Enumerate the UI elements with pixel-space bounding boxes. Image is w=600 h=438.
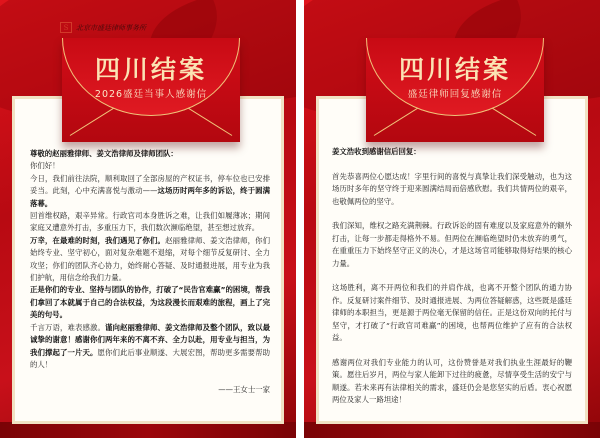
text-segment: 这场历时两年多的诉讼，终于圆满落幕。 bbox=[30, 186, 270, 208]
text-segment: 赵丽雅律师、姜文浩律师，你们始终专业、坚守初心，面对复杂难题不退缩，对每个细节反复研讨、全力攻坚；你们的团队齐心协力，始终耐心答疑、及时通报进展，用专业为我们护航，用信念给我们力量。 bbox=[30, 235, 270, 283]
left-letter-panel bbox=[0, 0, 296, 438]
client-letter-body bbox=[30, 148, 270, 396]
text-segment: 姜文浩收到感谢信后回复： bbox=[332, 147, 421, 156]
envelope-header bbox=[366, 38, 544, 142]
text-segment: 首先恭喜两位心愿达成！字里行间的喜悦与真挚让我们深受触动，也为这场历时多年的坚守终于迎来圆满结局而倍感欣慰。我们共情两位的艰辛，也敬佩两位的坚守。 bbox=[332, 171, 572, 206]
text-segment: 正是你们的专业、坚持与团队的协作，打破了“民告官难赢”的困境，帮我们拿回了本就属于自己的合法权益，为这段漫长而艰难的旅程，画上了完美的句号。 bbox=[30, 285, 270, 320]
logo-mark-icon: S bbox=[60, 22, 72, 33]
text-segment: 这场胜利，离不开两位和我们的并肩作战，也离不开整个团队的通力协作。反复研讨案件细节、及时通报进展、为两位答疑解惑，这些既是盛廷律师的本职担当，更是源于两位毫无保留的信任。正是这份双向的托付与坚守，才打破了“行政官司难赢”的困境，也帮两位维护了应有的合法权益。 bbox=[332, 283, 572, 343]
envelope-header bbox=[62, 38, 240, 142]
firm-logo bbox=[60, 22, 146, 33]
text-segment: 千言万语，难表感激。 bbox=[30, 322, 106, 332]
letter-paragraph bbox=[30, 284, 270, 321]
envelope-subtitle: 盛廷律师回复感谢信 bbox=[407, 89, 503, 100]
text-segment: 感谢两位对我们专业能力的认可，这份赞誉是对我们执业生涯最好的鞭策。愿往后岁月，两位与家人能卸下过往的疲惫，尽情享受生活的安宁与顺遂。若未来再有法律相关的需求，盛廷仍会是您坚实的后盾。衷心祝愿两位及家人一路坦途！ bbox=[332, 357, 572, 405]
text-segment: 尊敬的赵丽雅律师、姜文浩律师及律师团队： bbox=[30, 149, 178, 158]
bottom-band bbox=[304, 422, 600, 438]
letter-paragraph bbox=[332, 220, 572, 270]
text-segment: 愿你们此后事业顺遂、大展宏图，帮助更多需要帮助的人！ bbox=[30, 347, 270, 369]
envelope-subtitle: 2026盛廷当事人感谢信 bbox=[94, 89, 208, 100]
letter-paragraph bbox=[332, 282, 572, 344]
envelope-title: 四川结案 bbox=[398, 55, 511, 84]
letter-paragraph bbox=[30, 210, 270, 235]
text-segment: 今日，我们前往法院，顺利取回了全部房屋的产权证书，停车位也已安排妥当。此刻，心中充满喜悦与激动—— bbox=[30, 173, 270, 196]
letter-paragraph bbox=[332, 171, 572, 208]
text-segment: 你们好！ bbox=[30, 161, 60, 171]
letter-paragraph bbox=[30, 148, 270, 160]
text-segment: 谨向赵丽雅律师、姜文浩律师及整个团队，致以最诚挚的谢意！感谢你们两年来的不离不弃、全力以赴，用专业与担当，为我们撑起了一片天。 bbox=[30, 322, 270, 357]
letter-paragraph bbox=[30, 173, 270, 210]
signature: ——王女士一家 bbox=[218, 384, 270, 394]
text-segment: 万幸，在最难的时刻，我们遇见了你们。 bbox=[30, 235, 166, 245]
logo-text: 北京市盛廷律师事务所 bbox=[76, 23, 146, 32]
letter-paragraph bbox=[30, 235, 270, 285]
envelope-title: 四川结案 bbox=[94, 55, 207, 84]
letter-paragraph bbox=[30, 160, 270, 172]
letter-paragraph bbox=[332, 357, 572, 407]
lawyer-reply-body bbox=[332, 146, 572, 406]
letter-paragraph bbox=[30, 322, 270, 372]
bottom-band bbox=[0, 422, 296, 438]
letter-paragraph bbox=[332, 146, 572, 158]
right-letter-panel bbox=[304, 0, 600, 438]
text-segment: 我们深知，维权之路充满荆棘。行政诉讼的固有难度以及家庭意外的额外打击，让每一步都走得格外不易。但两位在濒临绝望时仍未放弃的勇气，在重重压力下始终坚守正义的决心，才是这场官司能够取得好结果的核心力量。 bbox=[332, 221, 572, 268]
text-segment: 回首维权路，艰辛异常。行政官司本身胜诉之难，让我们如履薄冰；期间家庭又遭意外打击，多重压力下，我们数次濒临绝望，甚至想过放弃。 bbox=[30, 211, 270, 233]
